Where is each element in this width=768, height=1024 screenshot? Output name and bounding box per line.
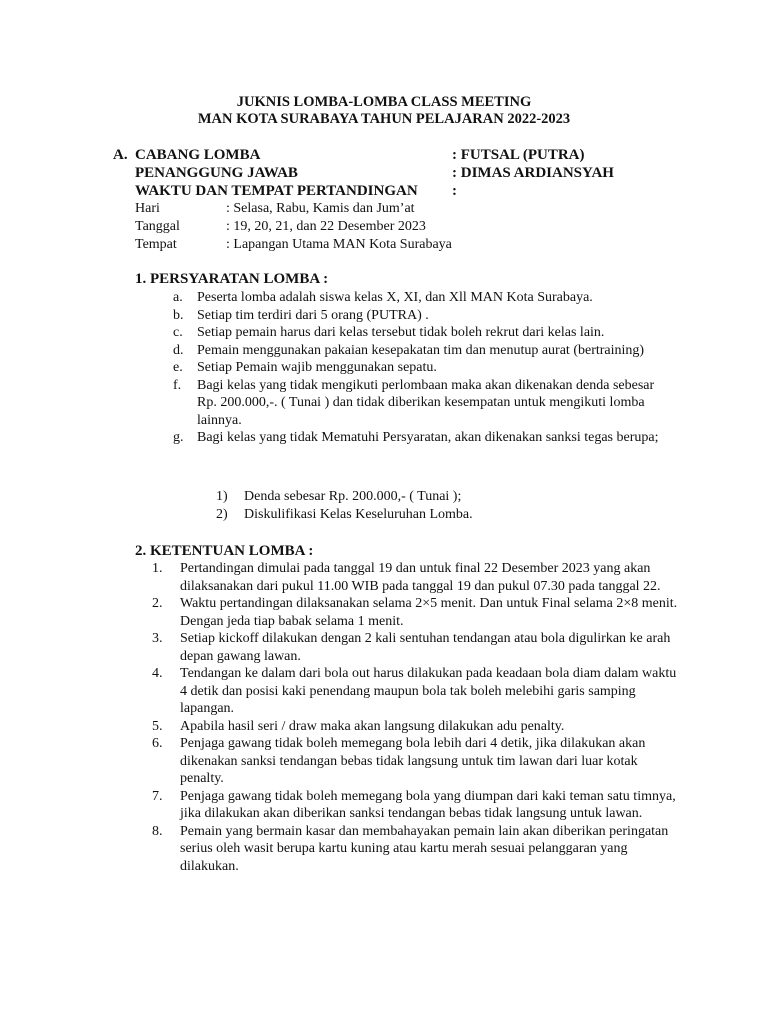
list-item [173, 377, 673, 430]
list-marker: 3. [152, 631, 163, 646]
list-item-text: Penjaga gawang tidak boleh memegang bola lebih dari 4 detik, jika dilakukan akan dikenakan sanksi tendangan bebas tidak langsung untuk tim lawan dari luar kotak penalty. [180, 736, 646, 786]
penanggung-jawab-label: PENANGGUNG JAWAB [135, 165, 298, 181]
list-marker: 6. [152, 736, 163, 751]
list-item-text: Bagi kelas yang tidak Mematuhi Persyaratan, akan dikenakan sanksi tegas berupa; [197, 430, 659, 445]
list-item-text: Setiap Pemain wajib menggunakan sepatu. [197, 360, 437, 375]
list-item [152, 718, 682, 736]
list-item-text: Denda sebesar Rp. 200.000,- ( Tunai ); [244, 489, 462, 504]
list-item [216, 488, 616, 506]
list-item-text: Bagi kelas yang tidak mengikuti perlombaan maka akan dikenakan denda sebesar Rp. 200.000,-. ( Tunai ) dan tidak diberikan kesempatan untuk mengikuti lomba lainnya. [197, 377, 655, 428]
waktu-tempat-label: WAKTU DAN TEMPAT PERTANDINGAN [135, 183, 418, 199]
list-item-text: Tendangan ke dalam dari bola out harus dilakukan pada keadaan bola diam dalam waktu 4 detik dan posisi kaki penendang maupun bola tak boleh melebihi garis samping lapangan. [180, 666, 677, 716]
list-item-text: Penjaga gawang tidak boleh memegang bola yang diumpan dari kaki teman satu timnya, jika dilakukan akan diberikan sanksi tendangan bebas tidak langsung untuk lawan. [180, 788, 676, 821]
cabang-lomba-value: : FUTSAL (PUTRA) [452, 147, 585, 163]
list-item-text: Waktu pertandingan dilaksanakan selama 2×5 menit. Dan untuk Final selama 2×8 menit. Dengan jeda tiap babak selama 1 menit. [180, 596, 678, 629]
list-marker: d. [173, 342, 184, 358]
list-marker: 2. [152, 596, 163, 611]
list-marker: g. [173, 430, 184, 445]
tempat-value: : Lapangan Utama MAN Kota Surabaya [226, 237, 452, 252]
hari-value: : Selasa, Rabu, Kamis dan Jum’at [226, 201, 415, 216]
list-item-text: Pemain menggunakan pakaian kesepakatan tim dan menutup aurat (bertraining) [197, 342, 645, 358]
list-item [152, 560, 682, 595]
list-item [152, 788, 682, 823]
section-a-letter: A. [113, 147, 128, 163]
tanggal-value: : 19, 20, 21, dan 22 Desember 2023 [226, 219, 426, 234]
document-subtitle: MAN KOTA SURABAYA TAHUN PELAJARAN 2022-2023 [197, 111, 571, 127]
list-item [173, 429, 673, 447]
penanggung-jawab-value: : DIMAS ARDIANSYAH [452, 165, 614, 181]
list-item-text: Setiap tim terdiri dari 5 orang (PUTRA) . [197, 307, 429, 323]
ketentuan-heading: 2. KETENTUAN LOMBA : [135, 543, 314, 559]
list-item [173, 289, 673, 307]
list-item [152, 665, 682, 718]
list-marker: e. [173, 360, 183, 375]
list-marker: a. [173, 290, 183, 305]
list-item [152, 823, 682, 876]
list-marker: 2) [216, 506, 228, 522]
list-marker: c. [173, 325, 183, 340]
list-marker: 1. [152, 561, 163, 576]
list-marker: 8. [152, 823, 163, 839]
list-item [173, 307, 673, 325]
list-item [152, 735, 682, 788]
list-item-text: Peserta lomba adalah siswa kelas X, XI, dan Xll MAN Kota Surabaya. [197, 290, 593, 305]
list-item [152, 630, 682, 665]
list-item [173, 359, 673, 377]
tempat-label: Tempat [135, 237, 177, 252]
list-marker: 4. [152, 666, 163, 681]
list-item [216, 506, 616, 524]
list-item [173, 342, 673, 360]
hari-label: Hari [135, 201, 160, 216]
list-item-text: Setiap kickoff dilakukan dengan 2 kali sentuhan tendangan atau bola digulirkan ke arah depan gawang lawan. [180, 631, 671, 664]
list-item [152, 595, 682, 630]
list-item-text: Diskulifikasi Kelas Keseluruhan Lomba. [244, 506, 473, 522]
list-item-text: Pemain yang bermain kasar dan membahayakan pemain lain akan diberikan peringatan serius oleh wasit berupa kartu kuning atau kartu merah sesuai pelanggaran yang dilakukan. [180, 823, 669, 874]
list-item-text: Apabila hasil seri / draw maka akan langsung dilakukan adu penalty. [180, 718, 565, 734]
waktu-tempat-value: : [452, 183, 457, 199]
list-item-text: Pertandingan dimulai pada tanggal 19 dan untuk final 22 Desember 2023 yang akan dilaksanakan dari pukul 11.00 WIB pada tanggal 19 dan pukul 07.30 pada tanggal 22. [180, 561, 661, 594]
tanggal-label: Tanggal [135, 219, 180, 234]
cabang-lomba-label: CABANG LOMBA [135, 147, 261, 163]
list-marker: 7. [152, 788, 163, 804]
list-marker: f. [173, 377, 182, 393]
list-marker: 1) [216, 489, 228, 504]
list-marker: 5. [152, 718, 163, 734]
list-item [173, 324, 673, 342]
document-title: JUKNIS LOMBA-LOMBA CLASS MEETING [236, 94, 532, 110]
list-item-text: Setiap pemain harus dari kelas tersebut tidak boleh rekrut dari kelas lain. [197, 325, 605, 340]
ketentuan-list [152, 560, 682, 875]
list-marker: b. [173, 307, 184, 323]
sanksi-list [216, 488, 616, 523]
persyaratan-heading: 1. PERSYARATAN LOMBA : [135, 271, 329, 287]
persyaratan-list [173, 289, 673, 447]
